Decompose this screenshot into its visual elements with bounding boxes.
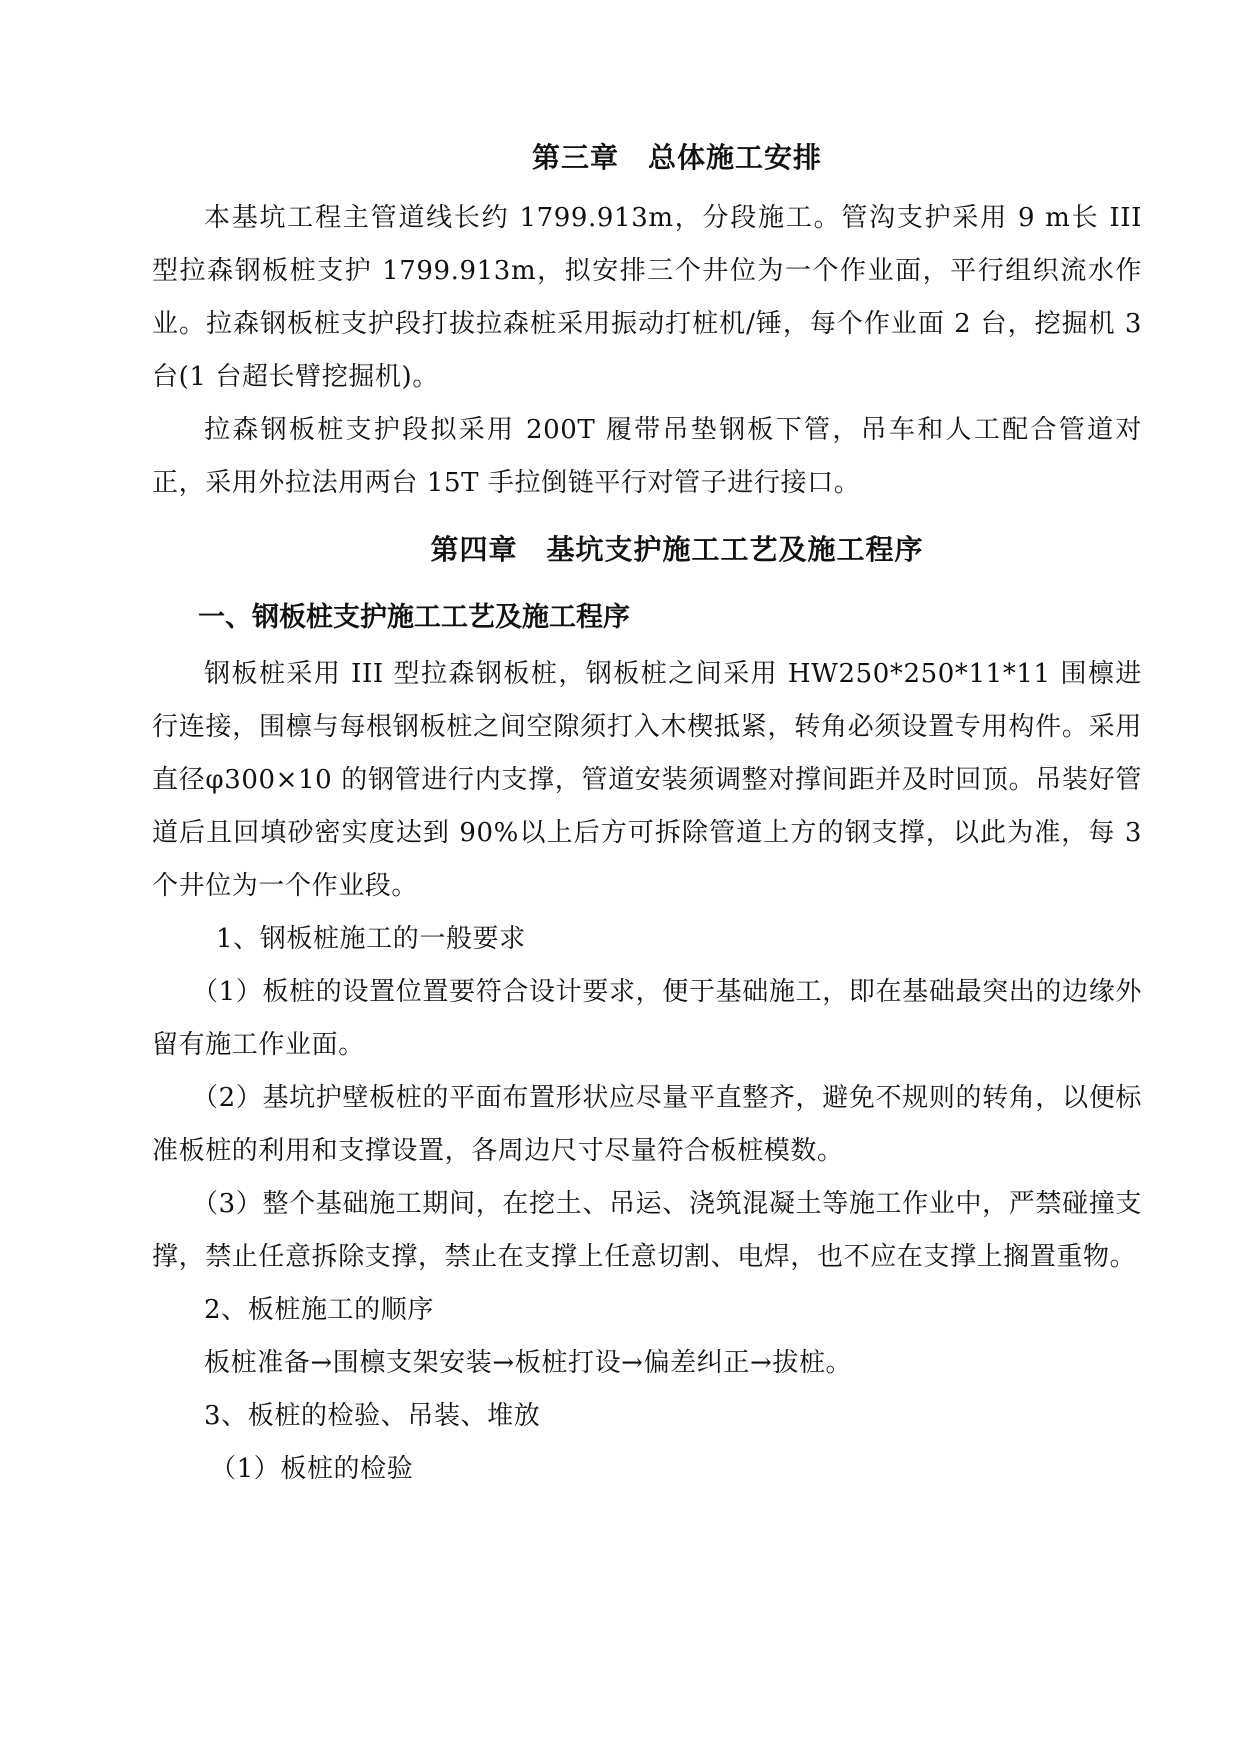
section-1-heading: 一、钢板桩支护施工工艺及施工程序 xyxy=(198,602,630,633)
document-page xyxy=(152,140,1142,1496)
item-2-heading: 2、板桩施工的顺序 xyxy=(204,1295,434,1325)
item-1-point-3: （3）整个基础施工期间，在挖土、吊运、浇筑混凝土等施工作业中，严禁碰撞支撑，禁止任意拆除支撑，禁止在支撑上任意切割、电焊，也不应在支撑上搁置重物。 xyxy=(152,1189,1142,1272)
item-1-point-2: （2）基坑护壁板桩的平面布置形状应尽量平直整齐，避免不规则的转角，以便标准板桩的利用和支撑设置，各周边尺寸尽量符合板桩模数。 xyxy=(152,1083,1142,1166)
chapter-3-paragraph-1: 本基坑工程主管道线长约 1799.913m，分段施工。管沟支护采用 9 m长 III 型拉森钢板桩支护 1799.913m，拟安排三个井位为一个作业面，平行组织流水作业。拉森钢板桩支护段打拔拉森桩采用振动打桩机/锤，每个作业面 2 台，挖掘机 3 台(1 台超长臂挖掘机)。 xyxy=(152,203,1142,392)
item-1-point-1: （1）板桩的设置位置要符合设计要求，便于基础施工，即在基础最突出的边缘外留有施工作业面。 xyxy=(152,977,1142,1060)
chapter-4-title: 第四章 基坑支护施工工艺及施工程序 xyxy=(430,533,924,566)
item-3-heading: 3、板桩的检验、吊装、堆放 xyxy=(204,1401,541,1431)
item-2-sequence: 板桩准备→围檩支架安装→板桩打设→偏差纠正→拔桩。 xyxy=(204,1348,853,1378)
chapter-3-title: 第三章 总体施工安排 xyxy=(531,141,822,174)
chapter-3-paragraph-2: 拉森钢板桩支护段拟采用 200T 履带吊垫钢板下管，吊车和人工配合管道对正，采用外拉法用两台 15T 手拉倒链平行对管子进行接口。 xyxy=(152,415,1142,498)
item-3-subheading-1: （1）板桩的检验 xyxy=(210,1454,414,1484)
item-1-heading: 1、钢板桩施工的一般要求 xyxy=(216,924,526,954)
section-1-intro: 钢板桩采用 III 型拉森钢板桩，钢板桩之间采用 HW250*250*11*11 围檩进行连接，围檩与每根钢板桩之间空隙须打入木楔抵紧，转角必须设置专用构件。采用直径φ300×10 的钢管进行内支撑，管道安装须调整对撑间距并及时回顶。吊装好管道后且回填砂密实度达到 90%以上后方可拆除管道上方的钢支撑，以此为准，每 3 个井位为一个作业段。 xyxy=(152,659,1142,901)
